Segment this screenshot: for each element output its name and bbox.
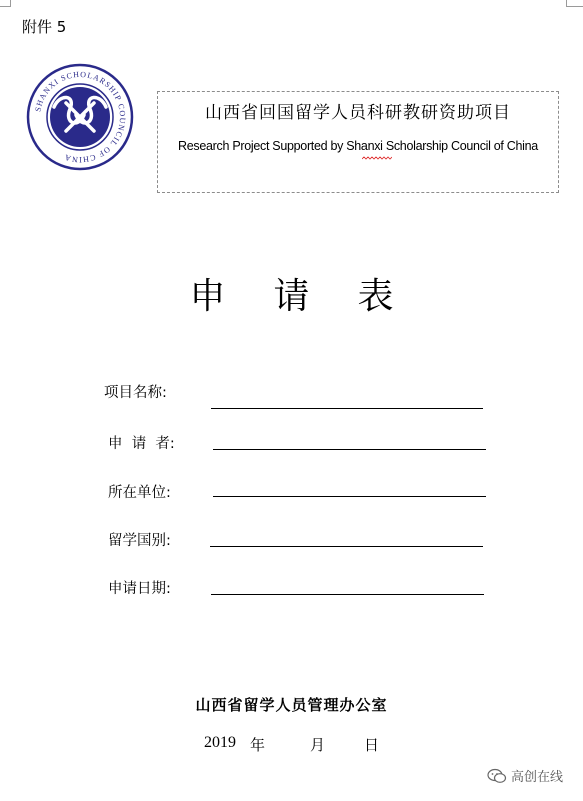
logo-monogram [50, 87, 110, 147]
logo-ring-text: SHANXI SCHOLARSHIP COUNCIL OF CHINA [33, 69, 128, 165]
field-input-application-date[interactable] [211, 594, 484, 595]
project-title-cn: 山西省回国留学人员科研教研资助项目 [205, 103, 511, 123]
project-title-en: Research Project Supported by Shanxi Scholarship Council of China [178, 139, 538, 153]
issuing-office: 山西省留学人员管理办公室 [195, 696, 388, 714]
date-day-unit: 日 [364, 736, 380, 754]
shanxi-scholarship-logo [26, 63, 134, 171]
date-year-unit: 年 [250, 736, 266, 754]
watermark-text: 高创在线 [510, 770, 563, 785]
date-month-unit: 月 [310, 736, 326, 754]
spellcheck-underline [362, 156, 392, 160]
attachment-label: 附件 5 [22, 18, 67, 36]
crop-mark-top-right [566, 0, 583, 7]
field-label-organization: 所在单位: [108, 485, 171, 501]
field-label-study-country: 留学国别: [108, 533, 171, 549]
field-label-application-date: 申请日期: [108, 581, 171, 597]
field-input-applicant[interactable] [213, 449, 486, 450]
field-label-applicant: 申 请 者: [108, 436, 175, 452]
watermark [487, 766, 563, 785]
field-label-project-name: 项目名称: [104, 385, 167, 401]
header-box [157, 91, 559, 193]
field-input-organization[interactable] [213, 496, 486, 497]
date-year: 2019 [204, 734, 236, 751]
wechat-icon [487, 768, 507, 784]
crop-mark-top-left [0, 0, 11, 7]
field-input-study-country[interactable] [210, 546, 483, 547]
field-input-project-name[interactable] [211, 408, 483, 409]
form-title: 申请表 [189, 276, 442, 317]
